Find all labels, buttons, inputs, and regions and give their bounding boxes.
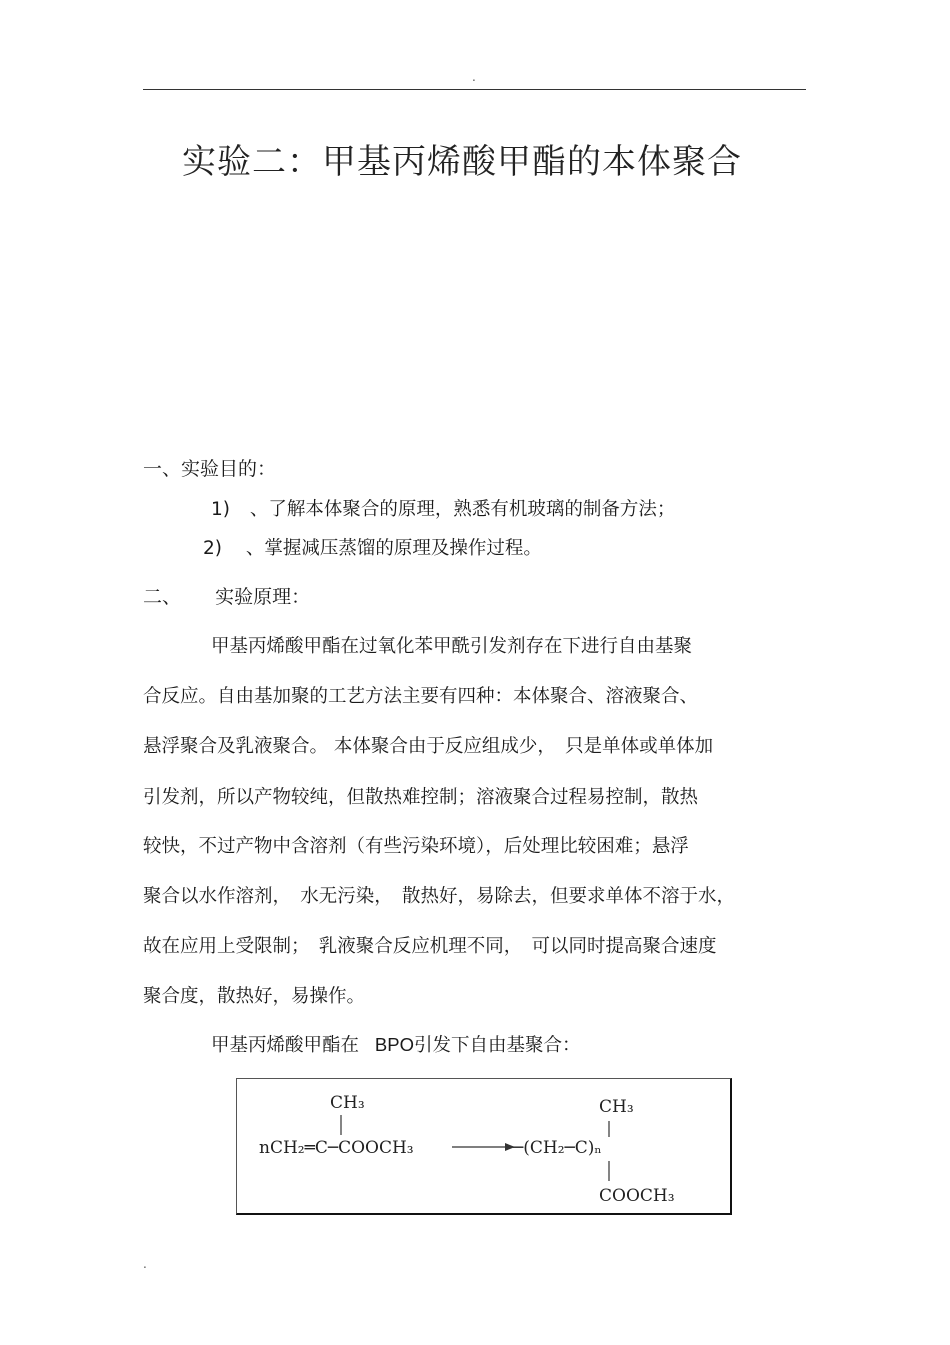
paragraph-line-6: 聚合以水作溶剂， 水无污染， 散热好，易除去，但要求单体不溶于水， — [143, 886, 736, 907]
objective-item-1-number: 1) — [211, 499, 230, 520]
objective-item-2 — [203, 534, 542, 560]
reaction-scheme — [236, 1078, 732, 1215]
objective-item-2-text: 、掌握减压蒸馏的原理及操作过程。 — [245, 538, 542, 559]
monomer-formula: nCH₂═C─COOCH₃ — [259, 1138, 414, 1158]
header-rule — [143, 89, 806, 90]
paragraph-line-8: 聚合度，散热好，易操作。 — [143, 986, 366, 1007]
paragraph-line-3: 悬浮聚合及乳液聚合。 本体聚合由于反应组成少， 只是单体或单体加 — [143, 736, 714, 757]
section-2-heading-number: 二、 — [143, 586, 182, 608]
objective-item-1 — [211, 495, 675, 521]
header-mark: . — [472, 70, 476, 84]
footer-mark: . — [143, 1257, 147, 1271]
reaction-intro-initiator: BPO — [374, 1034, 414, 1055]
section-1-heading: 一、实验目的： — [143, 458, 277, 480]
paragraph-line-5: 较快，不过产物中含溶剂（有些污染环境），后处理比较困难；悬浮 — [143, 836, 689, 857]
section-2-heading-text: 实验原理： — [215, 586, 311, 608]
monomer-methyl-label: CH₃ — [330, 1093, 365, 1113]
polymer-methyl-label: CH₃ — [599, 1097, 634, 1117]
reaction-intro — [211, 1031, 581, 1057]
polymer-ester-label: COOCH₃ — [599, 1186, 675, 1206]
paragraph-line-2: 合反应。自由基加聚的工艺方法主要有四种：本体聚合、溶液聚合、 — [143, 686, 699, 707]
objective-item-2-number: 2) — [203, 538, 222, 559]
objective-item-1-text: 、了解本体聚合的原理，熟悉有机玻璃的制备方法； — [249, 499, 676, 520]
paragraph-line-4: 引发剂，所以产物较纯，但散热难控制；溶液聚合过程易控制，散热 — [143, 787, 699, 808]
reaction-intro-pre: 甲基丙烯酸甲酯在 — [211, 1035, 360, 1056]
section-2-heading — [143, 582, 310, 609]
paragraph-line-1: 甲基丙烯酸甲酯在过氧化苯甲酰引发剂存在下进行自由基聚 — [211, 636, 693, 657]
reaction-intro-post: 引发下自由基聚合： — [413, 1035, 581, 1056]
polymer-chain: ─(CH₂─C)ₙ — [513, 1138, 602, 1158]
paragraph-line-7: 故在应用上受限制； 乳液聚合反应机理不同， 可以同时提高聚合速度 — [143, 936, 717, 957]
reaction-scheme-drawing — [237, 1079, 727, 1210]
page-title: 实验二：甲基丙烯酸甲酯的本体聚合 — [182, 142, 742, 182]
